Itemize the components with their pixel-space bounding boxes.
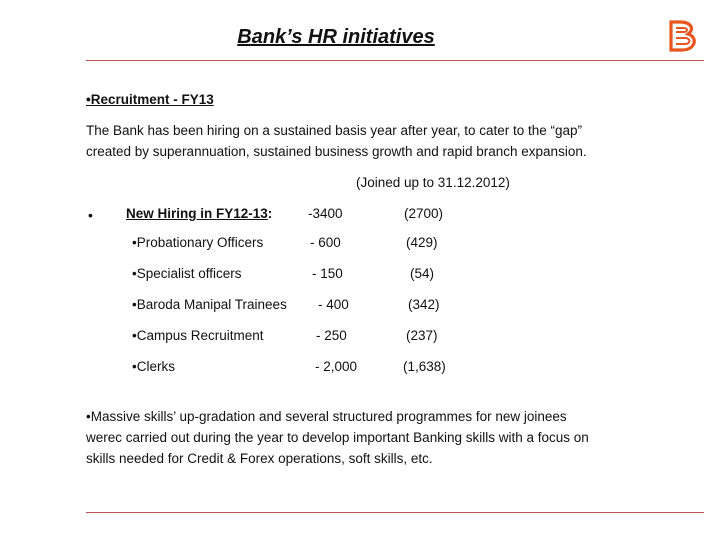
hiring-row-previous: (54) (410, 266, 435, 281)
skills-paragraph-line: •Massive skills’ up-gradation and several structured programmes for new joinees (86, 409, 567, 424)
recruitment-paragraph (86, 120, 650, 162)
recruitment-heading-text: •Recruitment - FY13 (86, 92, 214, 107)
hiring-row-value: - 250 (316, 328, 347, 343)
new-hiring-label-text: New Hiring in FY12-13 (126, 206, 268, 221)
hiring-row-label: •Specialist officers (132, 266, 242, 281)
skills-paragraph-line: skills needed for Credit & Forex operations, soft skills, etc. (86, 451, 433, 466)
hiring-row-value: - 150 (312, 266, 343, 281)
new-hiring-colon: : (267, 206, 273, 221)
hiring-row-previous: (237) (406, 328, 438, 343)
hiring-row-value: - 2,000 (315, 359, 358, 374)
skills-paragraph-line: werec carried out during the year to develop important Banking skills with a focus on (86, 430, 589, 445)
page-title: Bank’s HR initiatives (237, 26, 435, 48)
recruitment-paragraph-line: created by superannuation, sustained business growth and rapid branch expansion. (86, 144, 587, 159)
hiring-row-previous: (342) (408, 297, 440, 312)
new-hiring-previous: (2700) (404, 206, 444, 221)
top-divider (86, 60, 704, 61)
recruitment-heading (86, 92, 214, 107)
new-hiring-label (126, 206, 272, 221)
hiring-row-label: •Clerks (132, 359, 175, 374)
hiring-row-value: - 400 (318, 297, 349, 312)
hiring-row-label: •Probationary Officers (132, 235, 264, 250)
bottom-divider (86, 512, 704, 513)
hiring-row-label: •Campus Recruitment (132, 328, 264, 343)
hiring-bullet: • (88, 207, 93, 223)
hiring-row-value: - 600 (310, 235, 341, 250)
bank-of-baroda-logo-icon (664, 16, 704, 56)
new-hiring-value: -3400 (308, 206, 343, 221)
hiring-row-previous: (1,638) (403, 359, 446, 374)
hiring-row-label: •Baroda Manipal Trainees (132, 297, 287, 312)
recruitment-paragraph-line: The Bank has been hiring on a sustained basis year after year, to cater to the “gap” (86, 123, 583, 138)
hiring-row-previous: (429) (406, 235, 438, 250)
joined-as-of-note: (Joined up to 31.12.2012) (356, 175, 510, 190)
skills-paragraph (86, 406, 650, 469)
